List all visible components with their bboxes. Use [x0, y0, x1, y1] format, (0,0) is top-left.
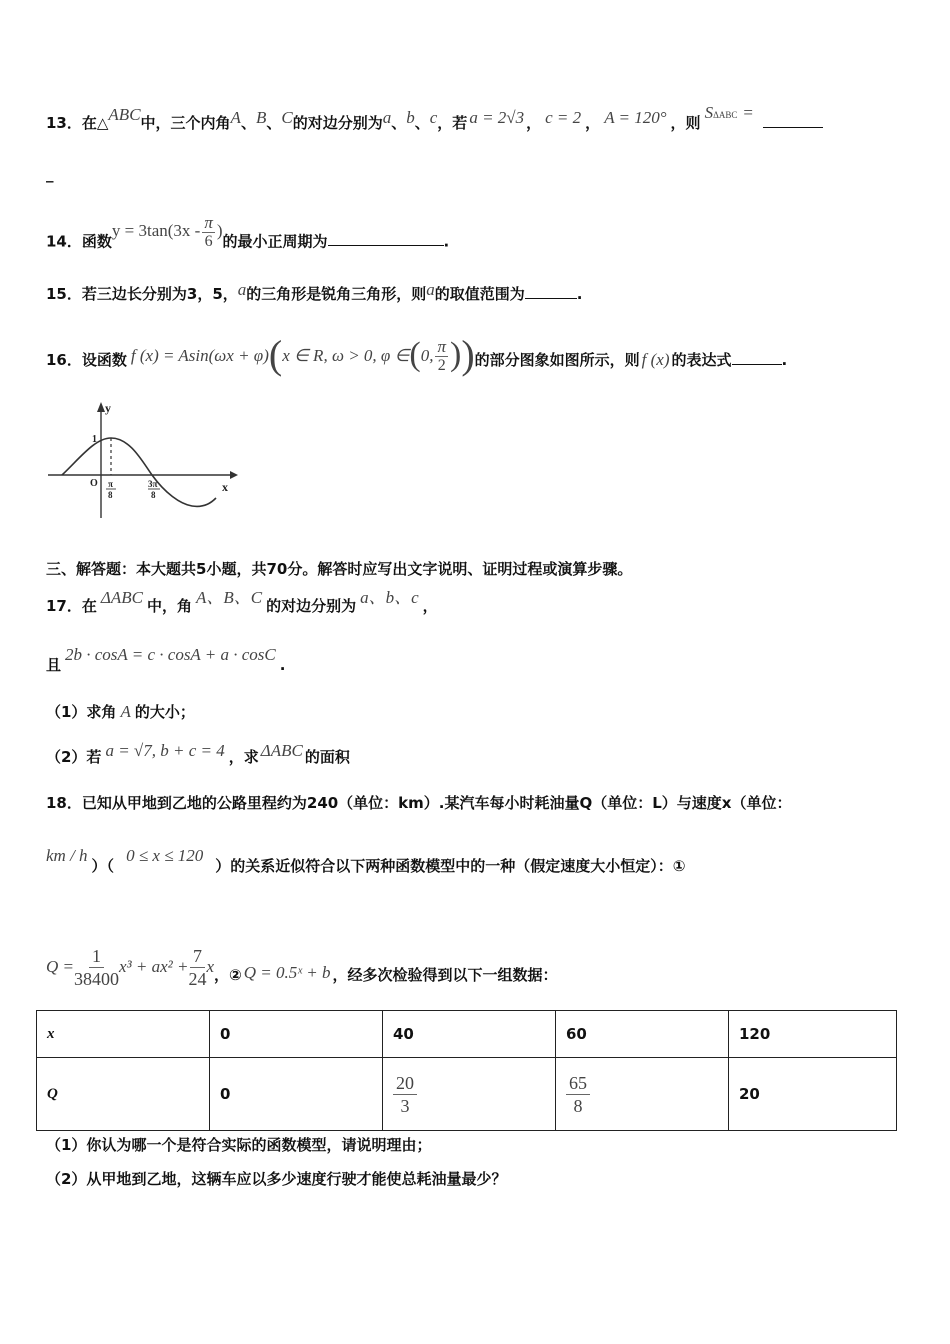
section-3-heading: 三、解答题：本大题共5小题，共70分。解答时应写出文字说明、证明过程或演算步骤。: [46, 560, 633, 578]
q15-number: 15．: [46, 285, 82, 303]
q18-part-1: （1）你认为哪一个是符合实际的函数模型，请说明理由；: [46, 1136, 432, 1154]
question-17: 17．在 ΔABC 中，角 A、B、C 的对边分别为 a、b、c ，: [46, 588, 438, 615]
table-row: [37, 1011, 897, 1058]
x-tick-3pi-8-num: 3π: [148, 479, 158, 489]
q18-line-3: Q = $\frac{1}{38400}$ x³ + ax² + $\frac{7}{24}$ x，② Q = 0.5ˣ + b ，经多次检验得到以下一组数据：: [46, 946, 558, 989]
x-tick-pi-8-den: 8: [108, 490, 113, 500]
question-13: 13．在△ABC中，三个内角A、B、C的对边分别为a、b、c，若 a = 2√3 ， c = 2 ， A = 120° ，则SΔABC =: [46, 112, 823, 135]
answer-blank-13[interactable]: [763, 112, 823, 128]
question-15: 15．若三边长分别为3，5，a的三角形是锐角三角形，则a的取值范围为 .: [46, 280, 583, 303]
q13-number: 13．: [46, 114, 82, 132]
answer-blank-16[interactable]: [732, 349, 782, 365]
table-cell: Q: [37, 1058, 210, 1131]
question-16: 16．设函数 f (x) = Asin(ωx + φ)(x ∈ R, ω > 0, φ ∈(0, $\frac{\pi}{2}$ ))的部分图象如图所示，则 f (x) 的表达式 .: [46, 331, 788, 377]
table-cell: 20: [729, 1058, 897, 1131]
q18-part-2: （2）从甲地到乙地，这辆车应以多少速度行驶才能使总耗油量最少？: [46, 1170, 507, 1188]
q17-equation: 2b · cosA = c · cosA + a · cosC: [65, 645, 276, 664]
answer-blank-15[interactable]: [525, 283, 577, 299]
condition-a: a = 2√3: [469, 108, 525, 127]
sine-curve: [62, 438, 216, 506]
y-label: y: [105, 401, 111, 415]
table-cell: $\frac{65}{8}$: [556, 1058, 729, 1131]
q17-condition-line: 且2b · cosA = c · cosA + a · cosC.: [46, 645, 286, 674]
y-tick-1: 1: [92, 434, 97, 445]
x-tick-3pi-8-den: 8: [151, 490, 156, 500]
data-table: [36, 1010, 897, 1131]
q18-line-2: km / h）（0 ≤ x ≤ 120）的关系近似符合以下两种函数模型中的一种（假定速度大小恒定）：①: [46, 846, 686, 875]
q17-part-1: （1）求角 A 的大小；: [46, 702, 195, 721]
table-cell: 0: [210, 1058, 383, 1131]
y-axis-arrow: [97, 402, 105, 412]
q14-function: y = 3tan(3x - $\frac{\pi}{6}$ ): [111, 213, 223, 250]
triangle-name: ABC: [108, 105, 141, 124]
table-cell: 60: [556, 1011, 729, 1058]
condition-c: c = 2: [545, 108, 582, 127]
q16-condition: x ∈ R, ω > 0, φ ∈: [282, 346, 410, 365]
question-14: 14．函数y = 3tan(3x - $\frac{\pi}{6}$ )的最小正周期为 .: [46, 213, 450, 251]
model-2: Q = 0.5ˣ + b: [243, 963, 331, 982]
q16-function: f (x) = Asin(ωx + φ): [130, 346, 269, 365]
condition-angle: A = 120°: [604, 108, 667, 127]
table-cell: 0: [210, 1011, 383, 1058]
x-tick-pi-8-num: π: [108, 479, 113, 489]
table-cell: $\frac{20}{3}$: [383, 1058, 556, 1131]
origin-label: O: [90, 478, 98, 489]
q13-tail: _: [46, 165, 54, 183]
table-cell: 120: [729, 1011, 897, 1058]
table-cell: x: [37, 1011, 210, 1058]
x-label: x: [222, 480, 228, 494]
q16-number: 16．: [46, 351, 82, 369]
x-axis-arrow: [230, 471, 238, 479]
area-symbol: SΔABC: [704, 103, 738, 122]
answer-blank-14[interactable]: [328, 230, 444, 246]
question-18: 18．已知从甲地到乙地的公路里程约为240（单位：km）.某汽车每小时耗油量Q（单位：L）与速度x（单位：: [46, 794, 792, 812]
table-row: [37, 1058, 897, 1131]
sine-graph: [40, 396, 250, 526]
q17-part-2: （2）若 a = √7, b + c = 4 ，求 ΔABC 的面积: [46, 741, 350, 766]
table-cell: 40: [383, 1011, 556, 1058]
q14-number: 14．: [46, 232, 82, 251]
q17-number: 17．: [46, 597, 82, 615]
